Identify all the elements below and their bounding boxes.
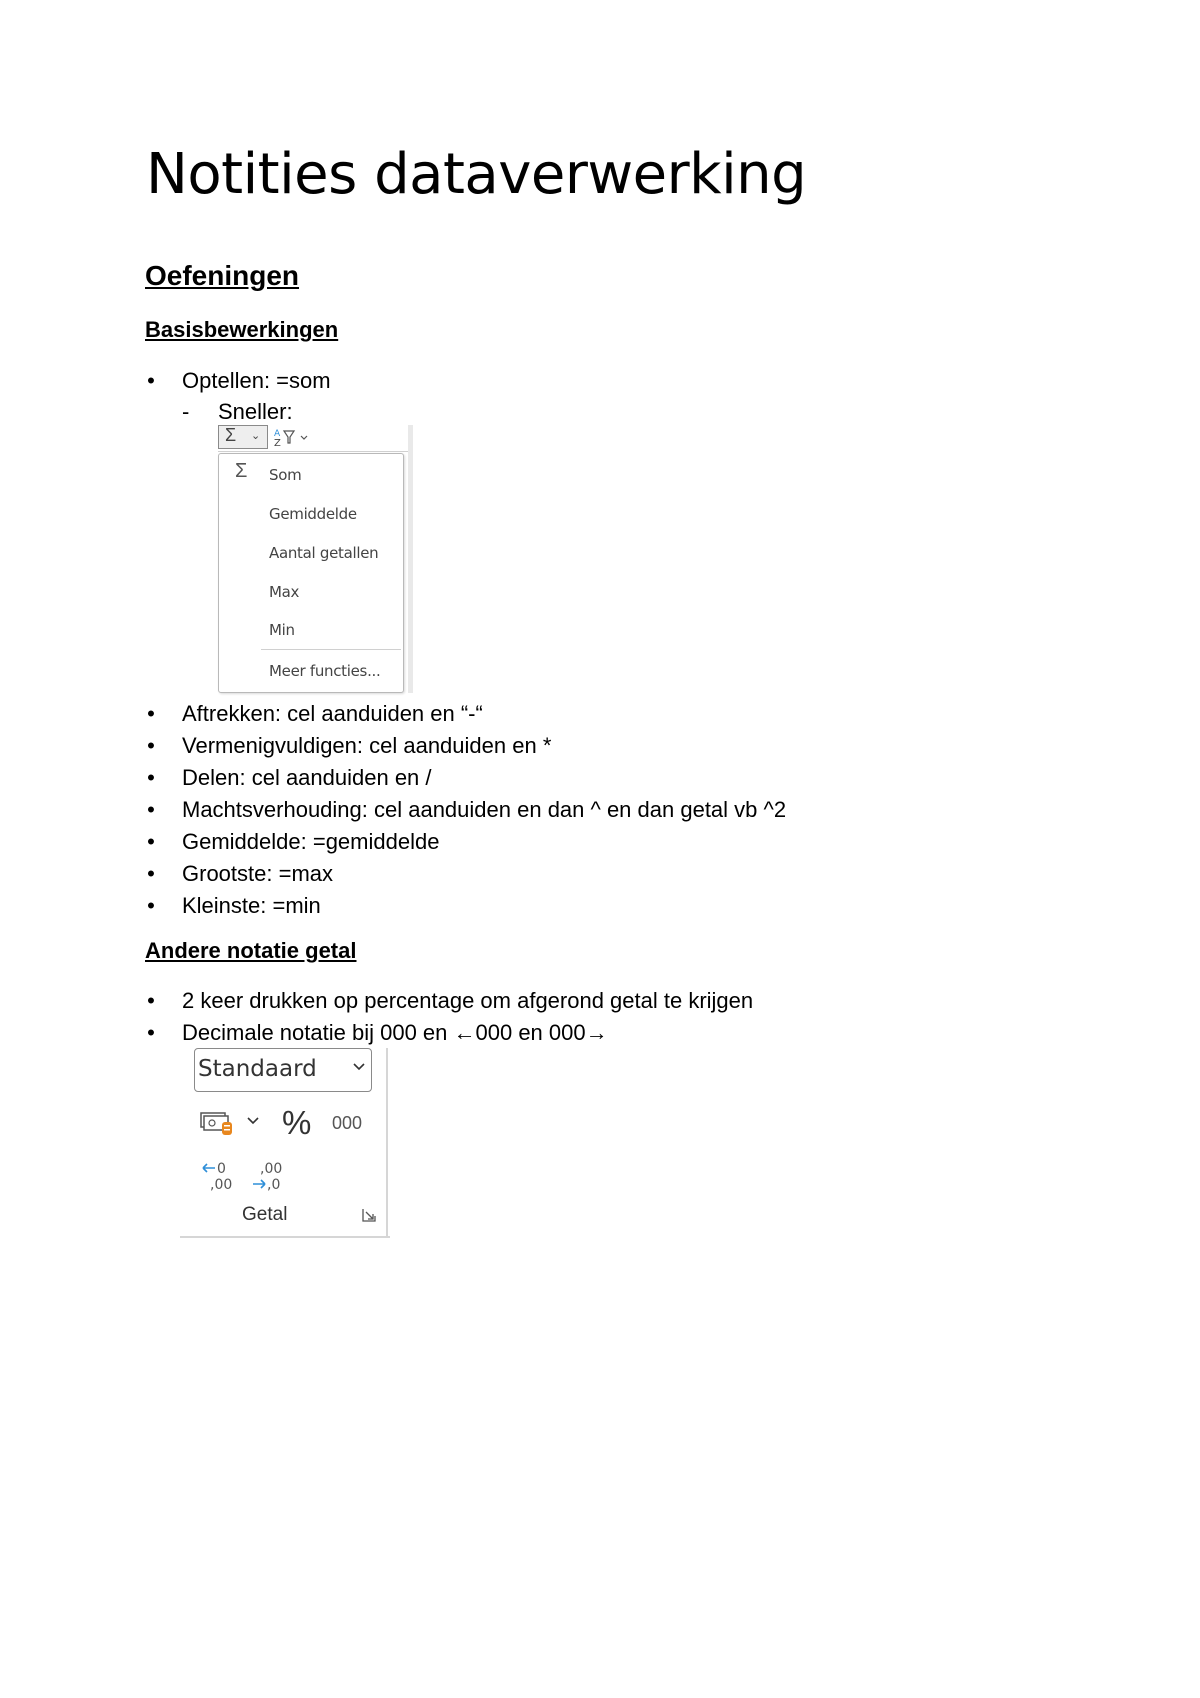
autosum-button[interactable]: [218, 425, 268, 449]
menu-item-gemiddelde[interactable]: Gemiddelde: [269, 505, 357, 523]
svg-text:Z: Z: [274, 438, 281, 448]
list-item: [145, 730, 786, 762]
menu-item-meer-functies[interactable]: Meer functies...: [269, 662, 381, 680]
dialog-launcher-icon[interactable]: [362, 1208, 376, 1222]
svg-text:,00: ,00: [210, 1177, 233, 1193]
list-item-text: Vermenigvuldigen: cel aanduiden en *: [182, 733, 552, 758]
list-item: [145, 1017, 753, 1049]
ribbon-group-label: Getal: [242, 1204, 288, 1225]
sigma-icon: Σ: [225, 425, 237, 445]
list-item-text: 2 keer drukken op percentage om afgerond getal te krijgen: [182, 988, 754, 1013]
number-format-ribbon-screenshot: [180, 1048, 390, 1240]
decrease-decimal-icon[interactable]: [250, 1156, 290, 1194]
thousands-separator-button[interactable]: 000: [332, 1113, 363, 1133]
list-item-text: Grootste: =max: [182, 861, 334, 886]
svg-text:,00: ,00: [260, 1161, 283, 1177]
svg-text:0: 0: [217, 1161, 226, 1177]
bullet-icon: •: [147, 893, 155, 918]
svg-text:,0: ,0: [267, 1177, 281, 1193]
bullet-icon: •: [147, 861, 155, 886]
list-item-text: Kleinste: =min: [182, 893, 321, 918]
autosum-menu: [218, 453, 404, 693]
svg-text:A: A: [274, 429, 281, 439]
sigma-icon: Σ: [235, 460, 248, 482]
increase-decimal-icon[interactable]: [200, 1156, 240, 1194]
list-item-text: Optellen: =som: [182, 368, 331, 393]
number-format-value: Standaard: [198, 1056, 317, 1082]
chevron-down-icon[interactable]: [246, 1114, 260, 1129]
autosum-dropdown-screenshot: [218, 425, 413, 693]
bullet-icon: •: [147, 988, 155, 1013]
number-format-select[interactable]: [194, 1048, 372, 1092]
sheet-edge: [408, 425, 413, 693]
dash-bullet: -: [182, 399, 190, 424]
autosum-toolbar: [218, 425, 413, 452]
list-item: [145, 890, 786, 922]
list-item: [145, 365, 331, 397]
list-item: [145, 858, 786, 890]
list-item-text: Gemiddelde: =gemiddelde: [182, 829, 440, 854]
menu-item-min[interactable]: Min: [269, 621, 295, 639]
subheading-andere-notatie-getal: Andere notatie getal: [145, 938, 357, 963]
list-item-text: Machtsverhouding: cel aanduiden en dan ^ en dan getal vb ^2: [182, 797, 787, 822]
section-heading-oefeningen: Oefeningen: [145, 260, 300, 291]
percent-style-button[interactable]: %: [282, 1104, 312, 1141]
menu-item-som[interactable]: Som: [269, 466, 302, 484]
menu-separator: [261, 649, 401, 650]
ribbon-group-divider: [386, 1048, 388, 1238]
page-title: Notities dataverwerking: [146, 142, 807, 207]
list-item: [145, 985, 753, 1017]
subheading-basisbewerkingen: Basisbewerkingen: [145, 317, 339, 342]
bullet-icon: •: [147, 733, 155, 758]
chevron-down-icon: [352, 1059, 366, 1076]
bullet-icon: •: [147, 765, 155, 790]
list-item-text: Decimale notatie bij 000 en ←000 en 000→: [182, 1020, 608, 1045]
bullet-list-bewerkingen: [145, 698, 786, 922]
ribbon-bottom-border: [180, 1236, 390, 1238]
list-item-text: Aftrekken: cel aanduiden en “-“: [182, 701, 483, 726]
bullet-icon: •: [147, 368, 155, 393]
bullet-list-optellen: [145, 365, 331, 397]
bullet-icon: •: [147, 1020, 155, 1045]
sub-item-text: Sneller:: [218, 399, 293, 424]
list-item: [145, 794, 786, 826]
list-item: [145, 762, 786, 794]
bullet-list-notatie: [145, 985, 753, 1049]
chevron-down-icon: ⌄: [251, 430, 261, 442]
list-item: [145, 698, 786, 730]
sort-filter-icon[interactable]: [274, 426, 314, 452]
menu-item-max[interactable]: Max: [269, 583, 300, 601]
list-item: [145, 826, 786, 858]
bullet-icon: •: [147, 797, 155, 822]
bullet-icon: •: [147, 829, 155, 854]
currency-format-icon[interactable]: [200, 1110, 230, 1134]
bullet-icon: •: [147, 701, 155, 726]
menu-item-aantal-getallen[interactable]: Aantal getallen: [269, 544, 379, 562]
list-item-text: Delen: cel aanduiden en /: [182, 765, 432, 790]
